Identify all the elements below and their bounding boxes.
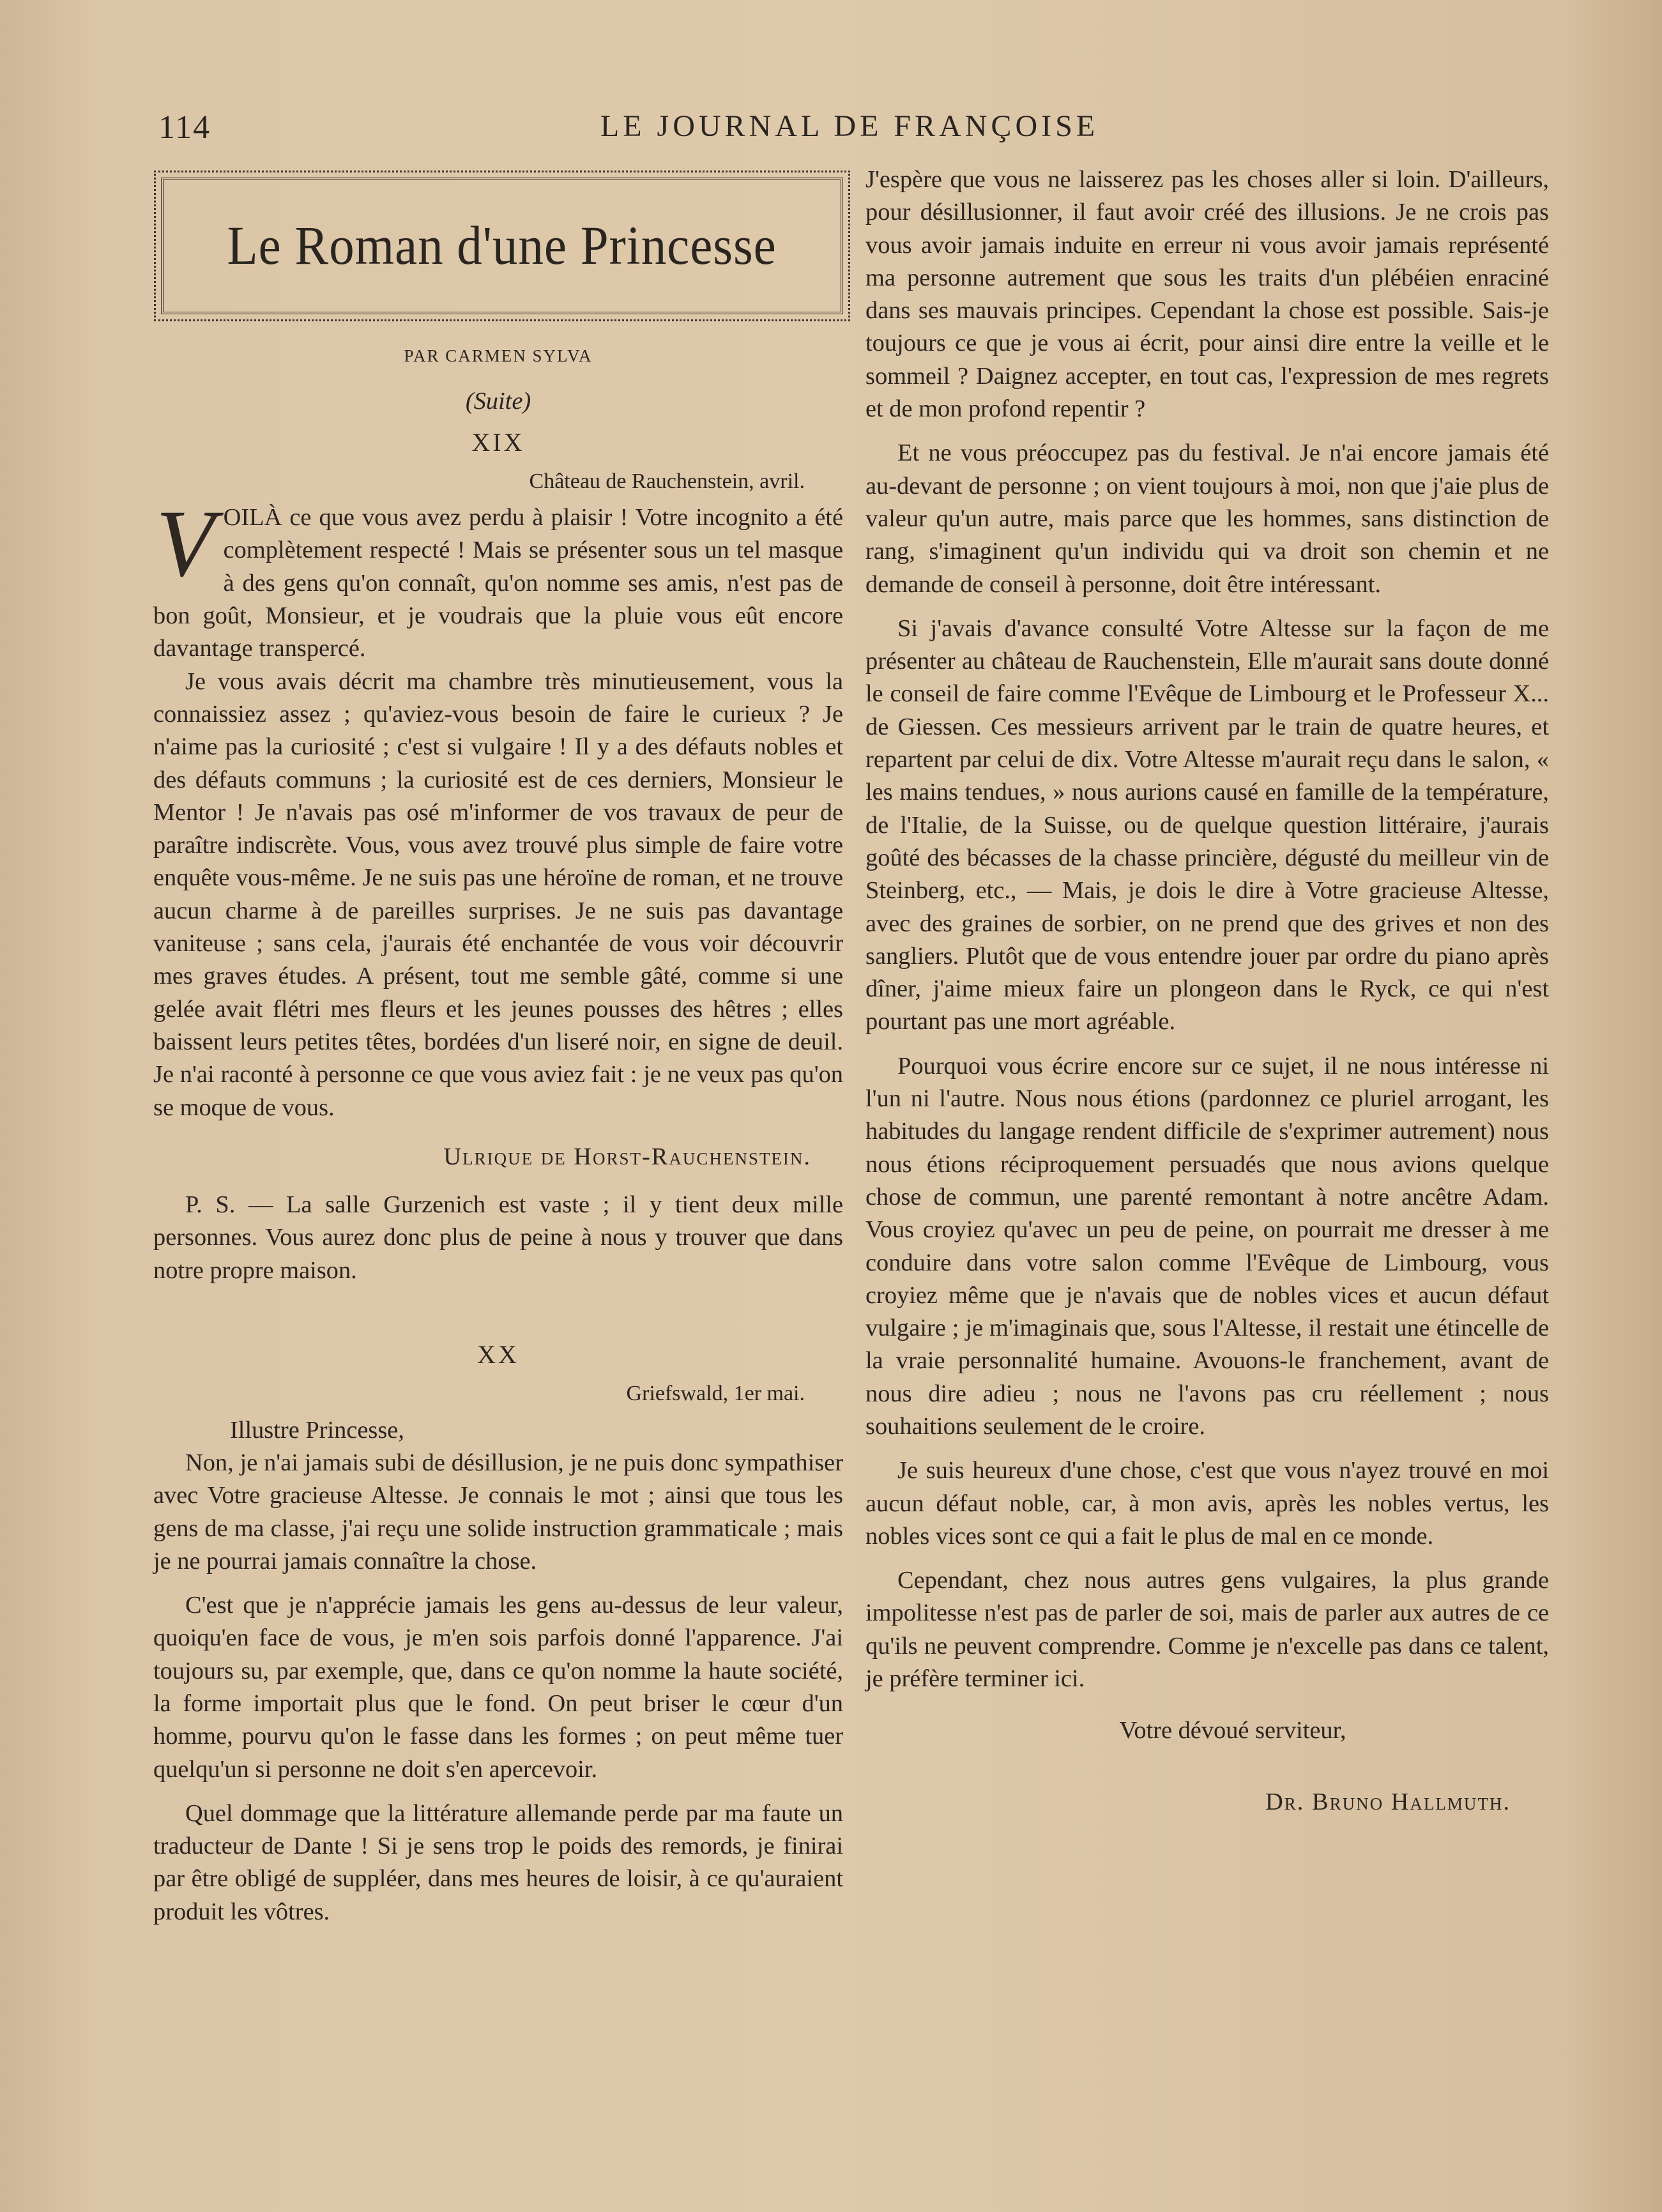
paragraph: Je vous avais décrit ma chambre très minutieusement, vous la connaissiez assez ; qu'aviez-vous besoin de faire le curieux ? Je n'aime pas la curiosité ; c'est si vulgaire ! Il y a des défauts nobles et des défauts communs ; la curiosité est de ces derniers, Monsieur le Mentor ! Je n'avais pas osé m'informer de vos travaux de peur de paraître indiscrète. Vous, vous avez trouvé plus simple de faire votre enquête vous-même. Je ne suis pas une héroïne de roman, et ne trouve aucun charme à de pareilles surprises. Je ne suis pas davantage vaniteuse ; sans cela, j'aurais été enchantée de vous voir découvrir mes graves études. A présent, tout me semble gâté, comme si une gelée avait flétri mes fleurs et les jeunes pousses des hêtres ; elles baissent leurs petites têtes, bordées d'un liseré noir, en signe de deuil. Je n'ai raconté à personne ce que vous aviez fait : je ne veux pas qu'on se moque de vous. bbox=[153, 667, 843, 1121]
article-title-frame bbox=[161, 178, 843, 314]
continued-note: (Suite) bbox=[465, 388, 531, 415]
postscript: P. S. — La salle Gurzenich est vaste ; il y tient deux mille personnes. Vous aurez donc plus de peine à nous y trouver que dans notre propre maison. bbox=[153, 1191, 843, 1284]
drop-cap: V bbox=[156, 491, 215, 597]
letter-greeting: Illustre Princesse, bbox=[230, 1416, 404, 1444]
paragraph: Quel dommage que la littérature allemande perde par ma faute un traducteur de Dante ! Si je sens trop le poids des remords, je finirai par être obligé de suppléer, dans mes heures de loisir, à ce qu'auraient produit les vôtres. bbox=[153, 1799, 843, 1925]
right-column bbox=[865, 164, 1549, 1819]
letter-closing: Votre dévoué serviteur, bbox=[1119, 1717, 1346, 1744]
paragraph: C'est que je n'apprécie jamais les gens au-dessus de leur valeur, quoiqu'en face de vous, je m'en sois parfois donné l'apparence. J'ai toujours su, par exemple, que, dans ce qu'on nomme la haute société, la forme importait plus que le fond. On peut briser le cœur d'un homme, pourvu qu'on le fasse dans les formes ; on peut même tuer quelqu'un si personne ne doit s'en apercevoir. bbox=[153, 1592, 843, 1783]
letter-signature: Ulrique de Horst-Rauchenstein. bbox=[443, 1143, 811, 1170]
paragraph: J'espère que vous ne laisserez pas les choses aller si loin. D'ailleurs, pour désillusionner, il faut avoir créé des illusions. Je ne crois pas vous avoir jamais induite en erreur ni vous avoir jamais représenté ma personne autrement que sous les traits d'un plébéien enraciné dans ses mauvais principes. Cependant la chose est possible. Sais-je toujours ce que je vous ai écrit, pour ainsi dire entre la veille et le sommeil ? Daignez accepter, en tout cas, l'expression de mes regrets et de mon profond repentir ? bbox=[865, 166, 1549, 423]
journal-title: LE JOURNAL DE FRANÇOISE bbox=[600, 109, 1099, 143]
paragraph: Si j'avais d'avance consulté Votre Altesse sur la façon de me présenter au château de Rauchenstein, Elle m'aurait sans doute donné le conseil de faire comme l'Evêque de Limbourg et le Professeur X... de Giessen. Ces messieurs arrivent par le train de quatre heures, et repartent par celui de dix. Votre Altesse m'aurait reçu dans le salon, « les mains tendues, » nous aurions causé en famille de la température, de l'Italie, de la Suisse, ou de quelque question littéraire, j'aurais goûté des bécasses de la chasse princière, dégusté du meilleur vin de Steinberg, etc., — Mais, je dois le dire à Votre gracieuse Altesse, avec des graines de sorbier, on ne prend que des grives et non des sangliers. Plutôt que de vous entendre jouer par ordre du piano après dîner, j'aime mieux faire un plongeon dans le Ryck, ce qui n'est pourtant pas une mort agréable. bbox=[865, 614, 1549, 1035]
chapter-heading-xix: XIX bbox=[471, 427, 525, 457]
article-title: Le Roman d'une Princesse bbox=[227, 215, 777, 277]
page-number: 114 bbox=[158, 109, 211, 146]
letter-signature: Dr. Bruno Hallmuth. bbox=[1265, 1788, 1511, 1815]
paragraph: Je suis heureux d'une chose, c'est que vous n'ayez trouvé en moi aucun défaut noble, car, à mon avis, après les nobles vertus, les nobles vices sont ce qui a fait le plus de mal en ce monde. bbox=[865, 1457, 1549, 1550]
letter-dateline: Château de Rauchenstein, avril. bbox=[529, 469, 805, 493]
paragraph: Non, je n'ai jamais subi de désillusion, je ne puis donc sympathiser avec Votre gracieuse Altesse. Je connais le mot ; ainsi que tous les gens de ma classe, j'ai reçu une solide instruction grammaticale ; mais je ne pourrai jamais connaître la chose. bbox=[153, 1449, 843, 1575]
paragraph: Cependant, chez nous autres gens vulgaires, la plus grande impolitesse n'est pas de parler de soi, mais de parler aux autres de ce qu'ils ne peuvent comprendre. Comme je n'excelle pas dans ce talent, je préfère terminer ici. bbox=[865, 1567, 1549, 1693]
paragraph-text: OILÀ ce que vous avez perdu à plaisir ! Votre incognito a été complètement respecté ! Mais se présenter sous un tel masque à des gens qu'on connaît, qu'on nomme ses amis, n'est pas de bon goût, Monsieur, et je voudrais que la pluie vous eût encore davantage transpercé. bbox=[153, 504, 843, 662]
paragraph: Pourquoi vous écrire encore sur ce sujet, il ne nous intéresse ni l'un ni l'autre. Nous nous étions (pardonnez ce pluriel arrogant, les habitudes du langage rendent difficile de s'exprimer autrement) nous nous étions réciproquement persuadés que nous avions quelque chose de commun, une parenté remontant à notre ancêtre Adam. Vous croyiez qu'avec un peu de peine, on pourrait me dresser à me conduire dans votre salon comme l'Evêque de Limbourg, vous croyiez même que je n'avais que de nobles vices et aucun défaut vulgaire ; je m'imaginais que, sous l'Altesse, il restait une étincelle de la vraie personnalité humaine. Avouons-le franchement, avant de nous dire adieu ; nous ne l'avons pas cru réellement ; nous souhaitions seulement de le croire. bbox=[865, 1052, 1549, 1440]
article-byline: PAR CARMEN SYLVA bbox=[404, 346, 593, 365]
page-header bbox=[153, 109, 1546, 160]
paragraph bbox=[153, 491, 843, 665]
left-column bbox=[153, 166, 843, 1928]
paragraph: Et ne vous préoccupez pas du festival. Je n'ai encore jamais été au-devant de personne ; on vient toujours à moi, non que j'aie plus de valeur qu'un autre, mais parce que les hommes, sans distinction de rang, s'imaginent qu'un individu qui va droit son chemin et ne demande de conseil à personne, doit être intéressant. bbox=[865, 439, 1549, 598]
chapter-heading-xx: XX bbox=[477, 1340, 519, 1369]
letter-dateline: Griefswald, 1er mai. bbox=[626, 1382, 805, 1406]
